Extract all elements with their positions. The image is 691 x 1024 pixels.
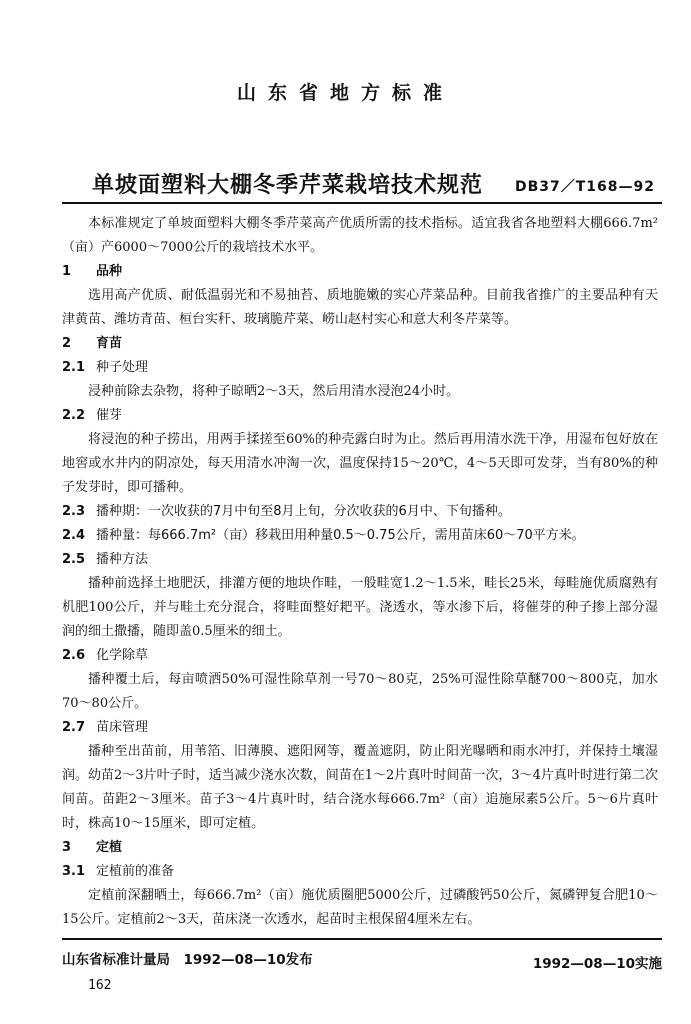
page-number: 162	[88, 978, 112, 993]
section-2-7-heading	[62, 716, 658, 740]
section-2-5-text: 播种前选择土地肥沃，排灌方便的地块作畦，一般畦宽1.2～1.5米，畦长25米，每畦施优质腐熟有机肥100公斤，并与畦土充分混合，将畦面整好耙平。浇透水，等水渗下后，将催芽的种子掺上部分湿润的细土撒播，随即盖0.5厘米的细土。	[62, 576, 658, 639]
section-number: 2.1	[62, 360, 86, 375]
section-number: 2.6	[62, 648, 86, 663]
section-2-6-heading	[62, 644, 658, 668]
section-title: 定植	[96, 840, 123, 855]
section-2-4	[62, 524, 658, 548]
section-number: 3.1	[62, 864, 86, 879]
section-2-6-text: 播种覆土后，每亩喷洒50%可湿性除草剂一号70～80克，25%可湿性除草醚700～800克，加水70～80公斤。	[62, 672, 658, 711]
section-title: 化学除草	[96, 648, 149, 663]
section-2-7-text: 播种至出苗前，用苇箔、旧薄膜、遮阳网等，覆盖遮阴，防止阳光曝晒和雨水冲打，并保持土壤湿润。幼苗2～3片叶子时，适当减少浇水次数，间苗在1～2片真叶时间苗一次，3～4片真叶时进行第二次间苗。苗距2～3厘米。苗子3～4片真叶时，结合浇水每666.7m²（亩）追施尿素5公斤。5～6片真叶时，株高10～15厘米，即可定植。	[62, 744, 658, 831]
section-text: 播种量：每666.7m²（亩）移栽田用种量0.5～0.75公斤，需用苗床60～70平方米。	[96, 528, 585, 543]
section-number: 1	[62, 264, 72, 279]
standard-category-header: 山东省地方标准	[236, 82, 454, 104]
section-title: 催芽	[96, 408, 123, 423]
title-row	[92, 168, 655, 204]
section-2-2-text: 将浸泡的种子捞出，用两手揉搓至60%的种壳露白时为止。然后再用清水洗干净，用湿布包好放在地窖或水井内的阴凉处，每天用清水冲淘一次，温度保持15～20℃，4～5天即可发芽，当有80%的种子发芽时，即可播种。	[62, 432, 658, 495]
intro-paragraph: 本标准规定了单坡面塑料大棚冬季芹菜高产优质所需的技术指标。适宜我省各地塑料大棚666.7m²（亩）产6000～7000公斤的栽培技术水平。	[62, 216, 658, 255]
section-2-1-heading	[62, 356, 658, 380]
section-number: 2.7	[62, 720, 86, 735]
section-3-heading	[62, 836, 658, 860]
footer-divider	[62, 938, 662, 940]
section-1-heading	[62, 260, 658, 284]
standard-number: DB37／T168—92	[514, 179, 655, 195]
section-2-3	[62, 500, 658, 524]
title-divider	[62, 202, 662, 204]
section-number: 2.2	[62, 408, 86, 423]
section-title: 品种	[96, 264, 123, 279]
section-number: 2.3	[62, 504, 86, 519]
section-title: 育苗	[96, 336, 123, 351]
section-title: 苗床管理	[96, 720, 149, 735]
section-2-5-heading	[62, 548, 658, 572]
section-title: 定植前的准备	[96, 864, 175, 879]
document-body	[62, 212, 658, 932]
section-3-1-heading	[62, 860, 658, 884]
section-number: 2.5	[62, 552, 86, 567]
section-1-text: 选用高产优质、耐低温弱光和不易抽苔、质地脆嫩的实心芹菜品种。目前我省推广的主要品种有天津黄苗、潍坊青苗、桓台实秆、玻璃脆芹菜、崂山赵村实心和意大利冬芹菜等。	[62, 288, 658, 327]
section-2-2-heading	[62, 404, 658, 428]
section-number: 2	[62, 336, 72, 351]
section-2-1-text: 浸种前除去杂物，将种子晾晒2～3天，然后用清水浸泡24小时。	[88, 384, 460, 399]
section-title: 种子处理	[96, 360, 149, 375]
section-title: 播种方法	[96, 552, 149, 567]
section-2-heading	[62, 332, 658, 356]
section-text: 播种期：一次收获的7月中旬至8月上旬，分次收获的6月中、下旬播种。	[96, 504, 511, 519]
issue-info: 山东省标准计量局 1992—08—10发布	[62, 952, 313, 968]
section-number: 3	[62, 840, 72, 855]
section-number: 2.4	[62, 528, 86, 543]
effective-date: 1992—08—10实施	[532, 956, 662, 972]
document-title: 单坡面塑料大棚冬季芹菜栽培技术规范	[92, 173, 484, 198]
section-3-1-text: 定植前深翻晒土，每666.7m²（亩）施优质圈肥5000公斤，过磷酸钙50公斤，氮磷钾复合肥10～15公斤。定植前2～3天，苗床浇一次透水，起苗时主根保留4厘米左右。	[62, 888, 658, 927]
